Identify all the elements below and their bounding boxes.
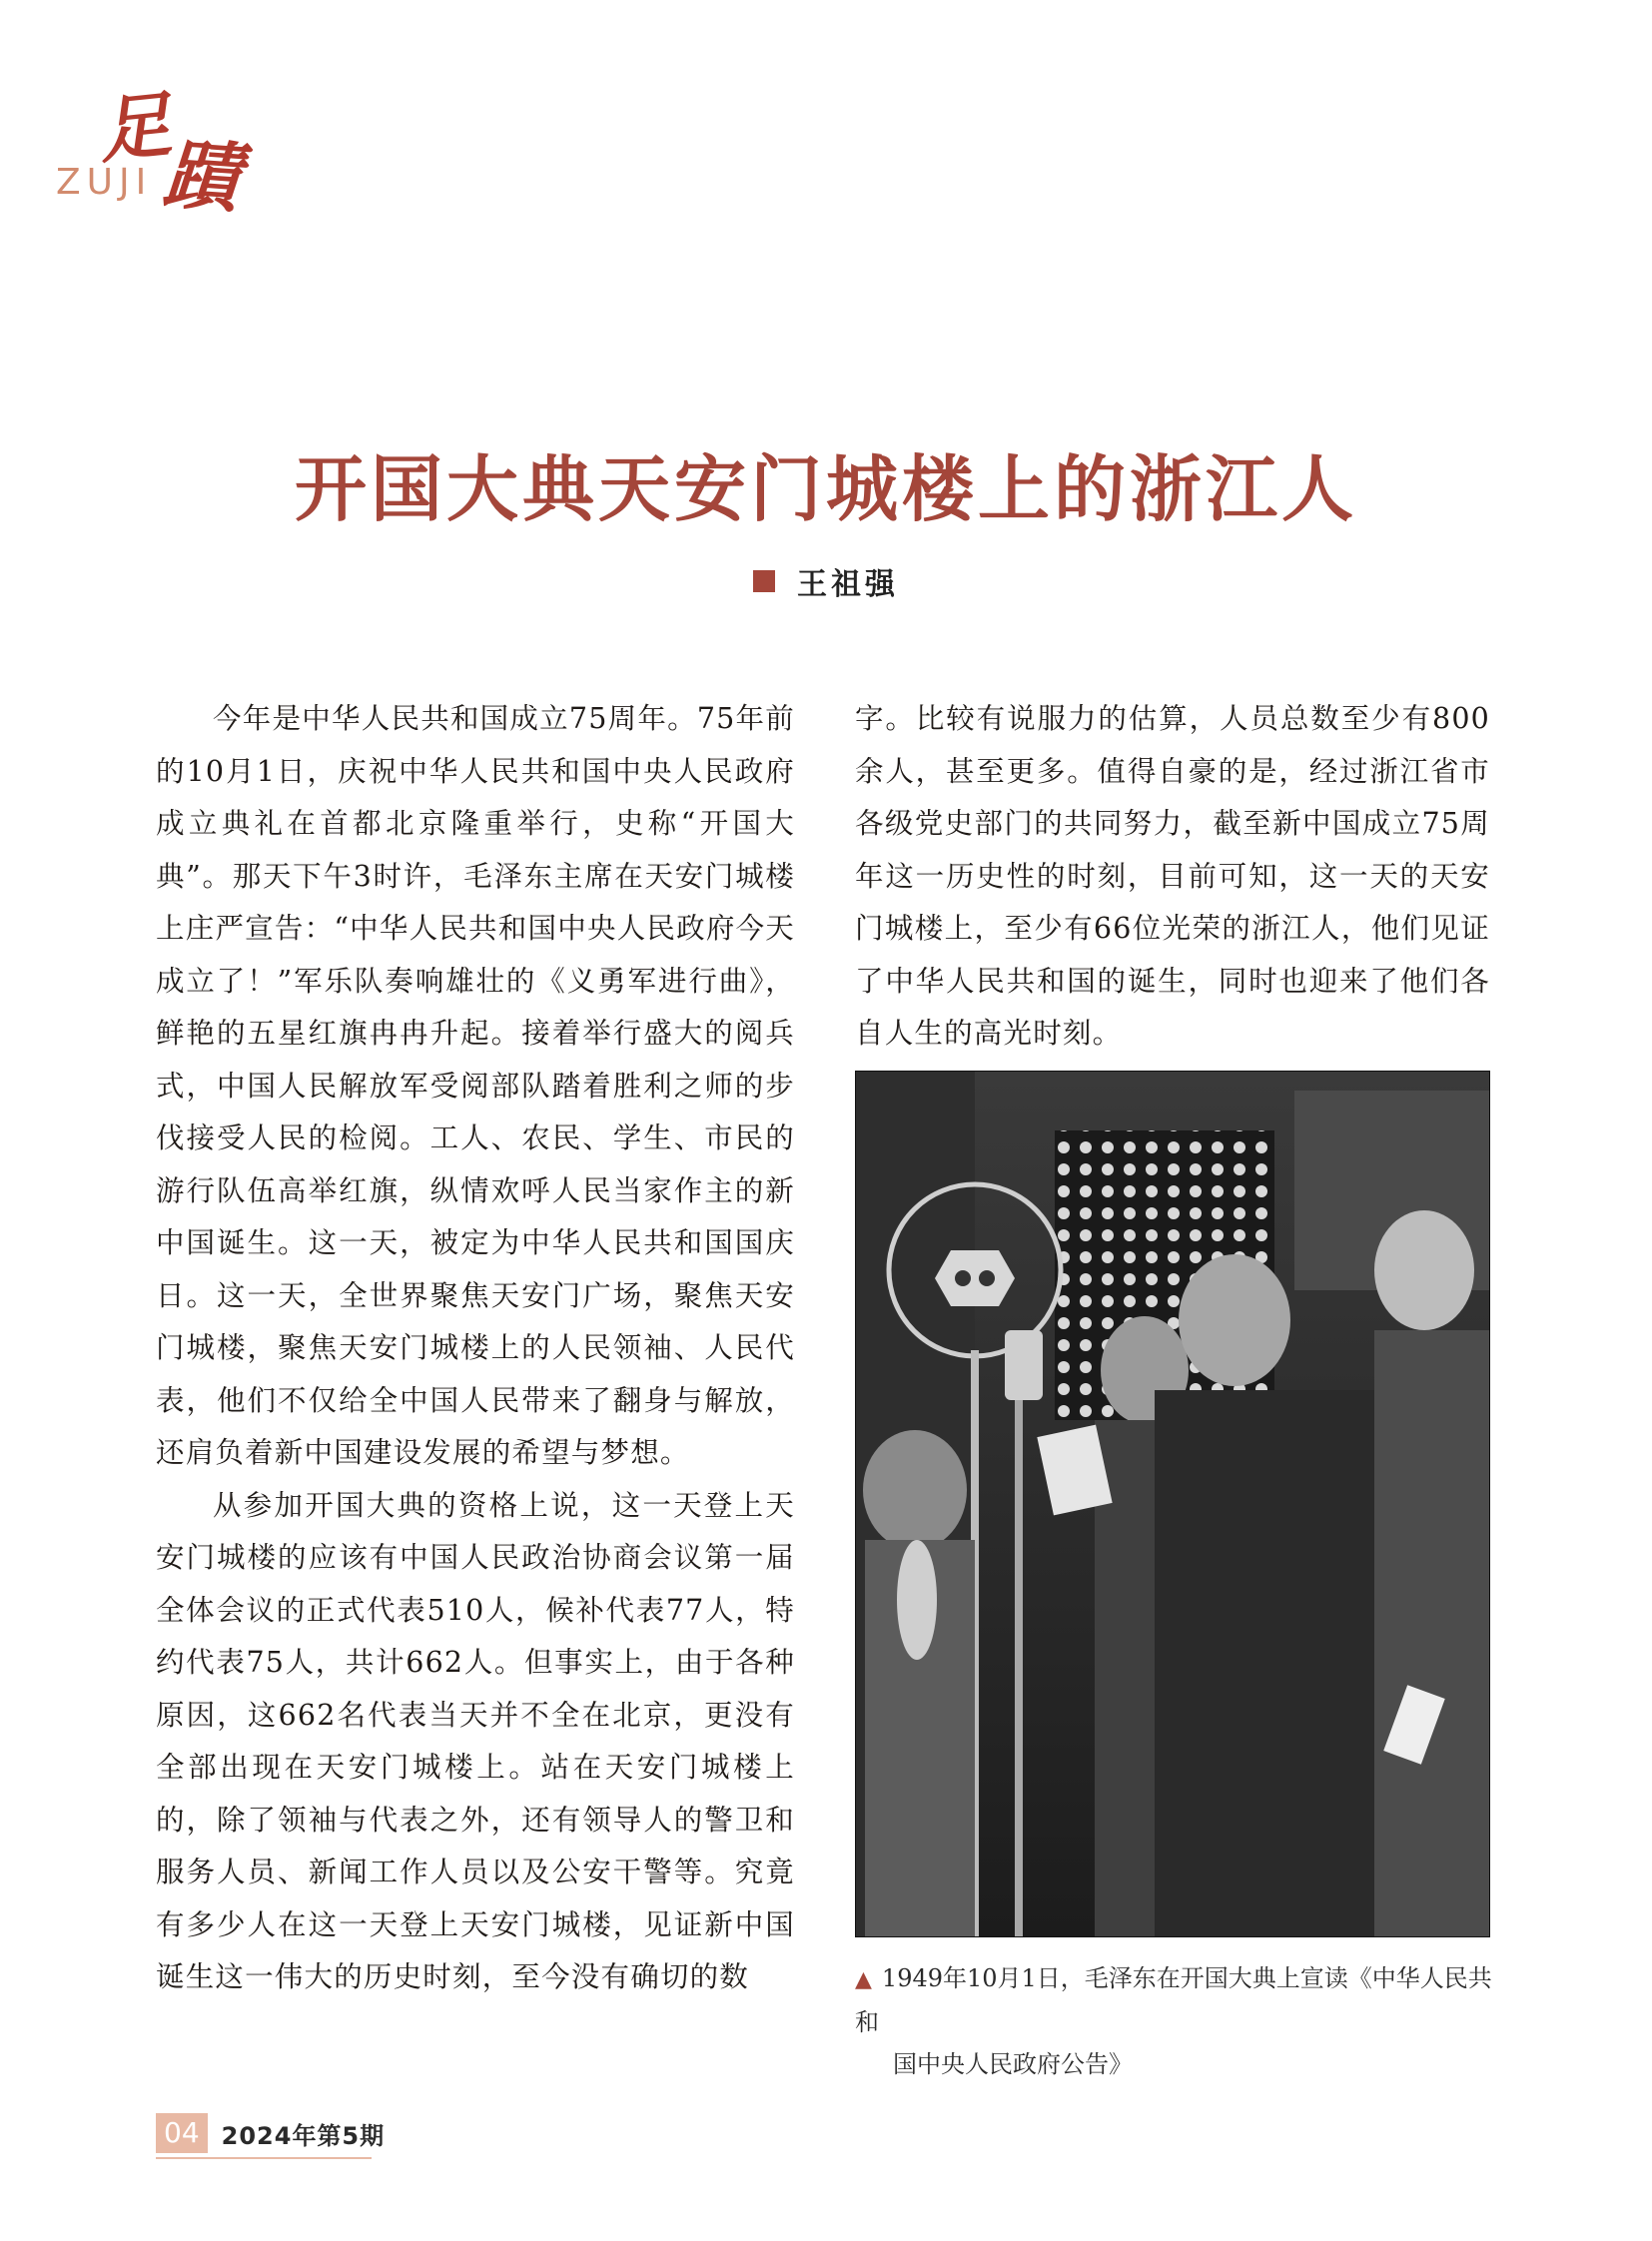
logo-char-zu: 足 [94,81,175,174]
caption-line-2: 国中央人民政府公告》 [893,2050,1133,2078]
section-logo [52,70,252,224]
article-title: 开国大典天安门城楼上的浙江人 [294,446,1357,531]
logo-latin: ZUJI [56,162,153,203]
byline-square-icon [753,570,775,592]
logo-char-ji: 蹟 [160,129,243,224]
author-name: 王祖强 [797,567,899,602]
page-number: 04 [156,2113,208,2153]
historical-photo [855,1071,1490,1937]
page-footer [156,2113,385,2153]
photo-caption [855,1957,1494,2085]
issue-label: 2024年第5期 [221,2121,386,2150]
paragraph: 字。比较有说服力的估算，人员总数至少有800余人，甚至更多。值得自豪的是，经过浙江省市各级党史部门的共同努力，截至新中国成立75周年这一历史性的时刻，目前可知，这一天的天安门城楼上，至少有66位光荣的浙江人，他们见证了中华人民共和国的诞生，同时也迎来了他们各自人生的高光时刻。 [855,702,1490,1050]
column-left [156,693,795,2004]
paragraph: 从参加开国大典的资格上说，这一天登上天安门城楼的应该有中国人民政治协商会议第一届全体会议的正式代表510人，候补代表77人，特约代表75人，共计662人。但事实上，由于各种原因，这662名代表当天并不全在北京，更没有全部出现在天安门城楼上。站在天安门城楼上的，除了领袖与代表之外，还有领导人的警卫和服务人员、新闻工作人员以及公安干警等。究竟有多少人在这一天登上天安门城楼，见证新中国诞生这一伟大的历史时刻，至今没有确切的数 [156,1488,795,1993]
byline [0,559,1652,603]
column-right [855,693,1490,1061]
footer-rule [156,2157,372,2159]
triangle-icon: ▲ [855,1967,872,1992]
caption-line-1: 1949年10月1日，毛泽东在开国大典上宣读《中华人民共和 [855,1964,1492,2036]
paragraph: 今年是中华人民共和国成立75周年。75年前的10月1日，庆祝中华人民共和国中央人民政府成立典礼在首都北京隆重举行，史称“开国大典”。那天下午3时许，毛泽东主席在天安门城楼上庄严宣告：“中华人民共和国中央人民政府今天成立了！”军乐队奏响雄壮的《义勇军进行曲》，鲜艳的五星红旗冉冉升起。接着举行盛大的阅兵式，中国人民解放军受阅部队踏着胜利之师的步伐接受人民的检阅。工人、农民、学生、市民的游行队伍高举红旗，纵情欢呼人民当家作主的新中国诞生。这一天，被定为中华人民共和国国庆日。这一天，全世界聚焦天安门广场，聚焦天安门城楼，聚焦天安门城楼上的人民领袖、人民代表，他们不仅给全中国人民带来了翻身与解放，还肩负着新中国建设发展的希望与梦想。 [156,702,795,1469]
